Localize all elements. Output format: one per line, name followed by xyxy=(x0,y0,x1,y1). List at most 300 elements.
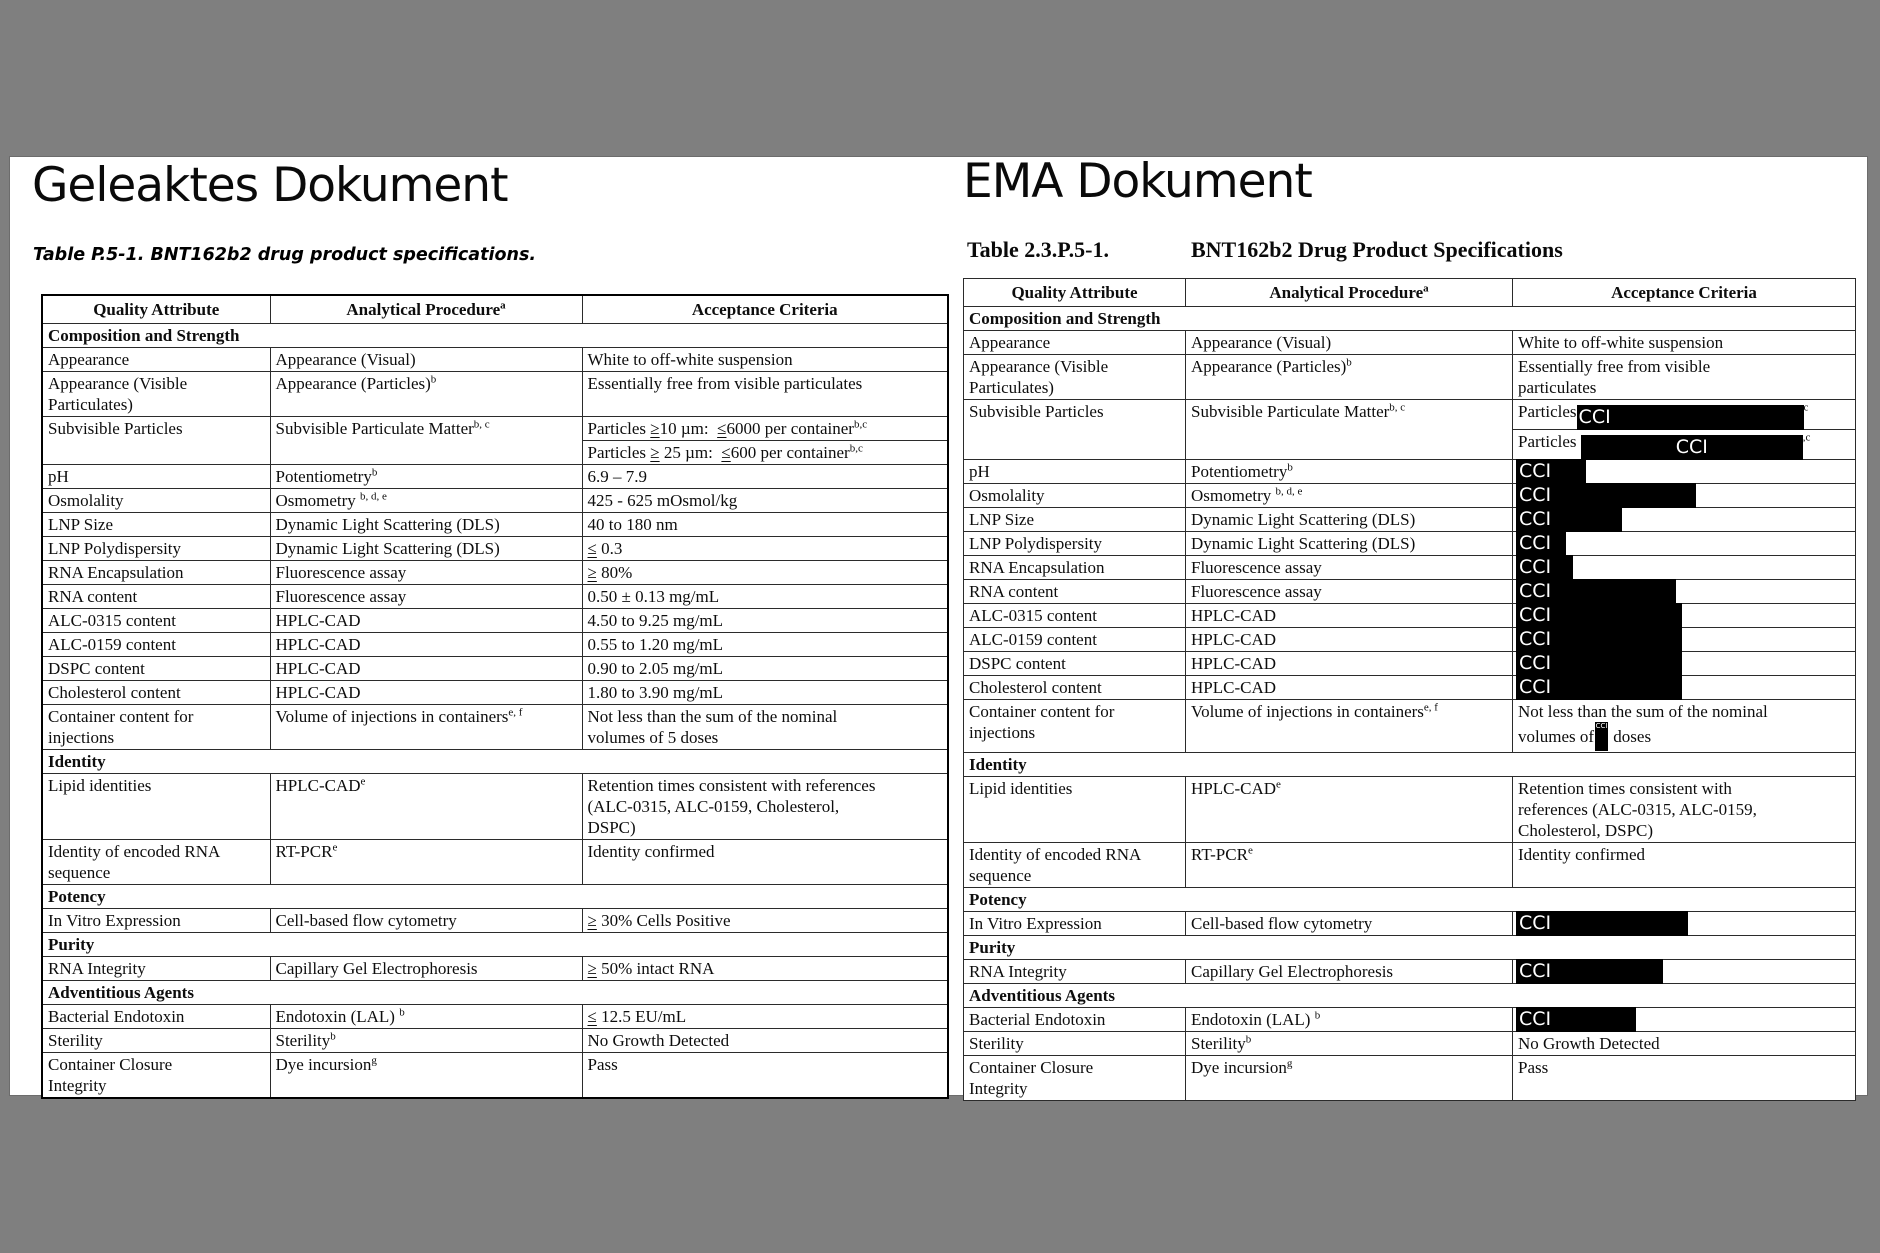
text-run: 4.50 to 9.25 mg/mL xyxy=(587,611,724,630)
table-row xyxy=(964,508,1856,532)
leaked-spec-table xyxy=(41,294,949,1099)
table-row xyxy=(42,633,948,657)
analytical-procedure-cell xyxy=(1186,400,1513,460)
text-run: Container Closure xyxy=(969,1058,1094,1077)
text-run: Particulates) xyxy=(969,378,1054,397)
superscript: e, f xyxy=(1423,701,1438,714)
ema-table-caption xyxy=(967,237,1563,263)
quality-attribute-cell xyxy=(964,1056,1186,1101)
section-label: Potency xyxy=(42,885,948,909)
analytical-procedure-cell xyxy=(270,489,582,513)
text-run: Container content for xyxy=(969,702,1115,721)
superscript: b, c xyxy=(1389,401,1406,414)
acceptance-criteria-cell xyxy=(582,417,948,465)
text-run: HPLC-CAD xyxy=(1191,678,1277,697)
text-run: particulates xyxy=(1518,378,1597,397)
text-run: White to off-white suspension xyxy=(1518,333,1724,352)
quality-attribute-cell xyxy=(42,585,270,609)
superscript: e xyxy=(1247,844,1253,857)
text-run: ALC-0159 content xyxy=(48,635,176,654)
text-run: Endotoxin (LAL) xyxy=(275,1007,400,1026)
table-row xyxy=(964,556,1856,580)
section-label: Potency xyxy=(964,888,1856,912)
acceptance-criteria-cell xyxy=(582,657,948,681)
acceptance-criteria-cell xyxy=(582,489,948,513)
quality-attribute-cell xyxy=(964,676,1186,700)
text-run: Identity confirmed xyxy=(1518,845,1645,864)
acceptance-criteria-cell xyxy=(1513,484,1856,508)
table-row xyxy=(964,355,1856,400)
text-run: Appearance (Visual) xyxy=(1191,333,1332,352)
text-run: Container Closure xyxy=(48,1055,173,1074)
text-run: Subvisible Particles xyxy=(48,419,183,438)
quality-attribute-cell xyxy=(42,657,270,681)
text-run: No Growth Detected xyxy=(587,1031,730,1050)
table-row xyxy=(964,960,1856,984)
criteria-sub-row xyxy=(1513,400,1855,429)
text-run: Appearance (Particles) xyxy=(1191,357,1347,376)
superscript: b, d, e xyxy=(1275,485,1303,498)
text-run: volumes of 5 doses xyxy=(587,728,719,747)
analytical-procedure-cell xyxy=(270,513,582,537)
table-row xyxy=(964,580,1856,604)
analytical-procedure-cell xyxy=(1186,1056,1513,1101)
table-row xyxy=(42,561,948,585)
text-run: Osmolality xyxy=(969,486,1045,505)
text-run: HPLC-CAD xyxy=(1191,654,1277,673)
redaction-box: CCI xyxy=(1516,531,1566,556)
superscript: b xyxy=(1287,461,1293,474)
text-run: In Vitro Expression xyxy=(48,911,181,930)
acceptance-criteria-cell xyxy=(1513,1032,1856,1056)
text-run: Identity of encoded RNA xyxy=(969,845,1142,864)
analytical-procedure-cell xyxy=(1186,580,1513,604)
text-run: Retention times consistent with xyxy=(1518,779,1732,798)
redaction-box: CCI xyxy=(1516,555,1573,580)
superscript: b xyxy=(1346,356,1352,369)
text-run: Particles xyxy=(587,419,651,438)
text-run: Essentially free from visible particulates xyxy=(587,374,863,393)
table-row xyxy=(964,604,1856,628)
acceptance-criteria-cell xyxy=(582,585,948,609)
acceptance-criteria-cell xyxy=(1513,777,1856,843)
text-run: ≤ xyxy=(587,1007,597,1026)
superscript: a xyxy=(1423,282,1429,295)
quality-attribute-cell xyxy=(964,580,1186,604)
text-run: Retention times consistent with references xyxy=(587,776,876,795)
criteria-sub-row xyxy=(583,440,948,464)
table-row xyxy=(42,372,948,417)
text-run: HPLC-CAD xyxy=(275,611,361,630)
text-run: HPLC-CAD xyxy=(275,635,361,654)
redaction-box: CCI xyxy=(1516,675,1682,700)
criteria-sub-row xyxy=(1513,429,1855,459)
text-run: ≥ xyxy=(650,419,660,438)
text-run: 80% xyxy=(596,563,633,582)
text-run: HPLC-CAD xyxy=(1191,630,1277,649)
leaked-document-title: Geleaktes Dokument xyxy=(32,158,508,213)
analytical-procedure-cell xyxy=(270,1029,582,1053)
acceptance-criteria-cell xyxy=(582,513,948,537)
text-run: DSPC content xyxy=(48,659,145,678)
column-header xyxy=(1513,279,1856,307)
text-run: Analytical Procedure xyxy=(1269,283,1424,302)
text-run: Osmometry xyxy=(275,491,361,510)
text-run: Dye incursion xyxy=(1191,1058,1287,1077)
acceptance-criteria-cell xyxy=(582,957,948,981)
text-run: Container content for xyxy=(48,707,194,726)
analytical-procedure-cell xyxy=(1186,676,1513,700)
quality-attribute-cell xyxy=(964,484,1186,508)
text-run: LNP Polydispersity xyxy=(48,539,182,558)
text-run: doses xyxy=(1609,727,1652,746)
text-run: Quality Attribute xyxy=(1011,283,1138,302)
superscript: e xyxy=(1276,778,1281,791)
section-row xyxy=(964,888,1856,912)
section-row xyxy=(42,324,948,348)
analytical-procedure-cell xyxy=(270,1053,582,1099)
text-run: Acceptance Criteria xyxy=(691,300,838,319)
acceptance-criteria-cell xyxy=(582,681,948,705)
text-run: LNP Polydispersity xyxy=(969,534,1103,553)
superscript: g xyxy=(1286,1057,1293,1070)
section-label: Composition and Strength xyxy=(42,324,948,348)
text-run: No Growth Detected xyxy=(1518,1034,1660,1053)
section-label: Identity xyxy=(42,750,948,774)
analytical-procedure-cell xyxy=(270,705,582,750)
text-run: Fluorescence assay xyxy=(1191,582,1322,601)
acceptance-criteria-cell xyxy=(582,372,948,417)
redaction-box: CCI xyxy=(1516,1007,1636,1032)
criteria-sub-row xyxy=(583,417,948,440)
acceptance-criteria-cell xyxy=(582,348,948,372)
analytical-procedure-cell xyxy=(270,585,582,609)
quality-attribute-cell xyxy=(42,1029,270,1053)
table-row xyxy=(964,628,1856,652)
text-run: 1.80 to 3.90 mg/mL xyxy=(587,683,724,702)
text-run: Appearance (Visible xyxy=(48,374,188,393)
text-run: DSPC content xyxy=(969,654,1066,673)
text-run: Not less than the sum of the nominal xyxy=(1518,702,1768,721)
analytical-procedure-cell xyxy=(1186,556,1513,580)
table-row xyxy=(42,1029,948,1053)
text-run: ALC-0315 content xyxy=(969,606,1097,625)
acceptance-criteria-cell xyxy=(582,561,948,585)
quality-attribute-cell xyxy=(964,400,1186,460)
section-label: Composition and Strength xyxy=(964,307,1856,331)
quality-attribute-cell xyxy=(42,1005,270,1029)
text-run: Subvisible Particles xyxy=(969,402,1104,421)
text-run: 0.3 xyxy=(596,539,623,558)
text-run: 6000 per container xyxy=(726,419,854,438)
text-run: Endotoxin (LAL) xyxy=(1191,1010,1315,1029)
acceptance-criteria-cell xyxy=(582,840,948,885)
text-run: Particles xyxy=(1518,432,1581,451)
superscript: a xyxy=(500,299,506,312)
column-header xyxy=(270,295,582,324)
acceptance-criteria-cell xyxy=(582,537,948,561)
analytical-procedure-cell xyxy=(1186,508,1513,532)
text-run: Potentiometry xyxy=(275,467,372,486)
analytical-procedure-cell xyxy=(1186,484,1513,508)
acceptance-criteria-cell xyxy=(1513,628,1856,652)
text-run: Pass xyxy=(587,1055,618,1074)
superscript: b, c xyxy=(473,418,490,431)
acceptance-criteria-cell xyxy=(582,705,948,750)
table-row xyxy=(964,843,1856,888)
analytical-procedure-cell xyxy=(1186,460,1513,484)
acceptance-criteria-cell xyxy=(1513,1056,1856,1101)
ema-spec-table xyxy=(963,278,1856,1101)
text-run: ALC-0315 content xyxy=(48,611,176,630)
text-run: HPLC-CAD xyxy=(275,776,361,795)
quality-attribute-cell xyxy=(42,705,270,750)
text-run: Subvisible Particulate Matter xyxy=(1191,402,1390,421)
section-row xyxy=(42,750,948,774)
text-run: sequence xyxy=(48,863,111,882)
text-run: Cholesterol, DSPC) xyxy=(1518,821,1654,840)
section-label: Purity xyxy=(42,933,948,957)
acceptance-criteria-cell xyxy=(582,1029,948,1053)
superscript: e xyxy=(332,841,338,854)
analytical-procedure-cell xyxy=(1186,331,1513,355)
acceptance-criteria-cell xyxy=(1513,960,1856,984)
superscript: ,c xyxy=(1802,431,1811,444)
text-run: RT-PCR xyxy=(1191,845,1248,864)
quality-attribute-cell xyxy=(42,513,270,537)
acceptance-criteria-cell xyxy=(1513,604,1856,628)
text-run: Sterility xyxy=(48,1031,103,1050)
text-run: Appearance (Visual) xyxy=(275,350,416,369)
text-run: Particles xyxy=(1518,402,1577,421)
text-run: Appearance xyxy=(969,333,1051,352)
redaction-box: CCI xyxy=(1581,435,1803,460)
acceptance-criteria-cell xyxy=(582,909,948,933)
text-run: Bacterial Endotoxin xyxy=(48,1007,185,1026)
table-row xyxy=(964,700,1856,753)
redaction-box: CCI xyxy=(1516,959,1663,984)
text-run: RNA Integrity xyxy=(48,959,146,978)
header-row xyxy=(964,279,1856,307)
text-run: In Vitro Expression xyxy=(969,914,1102,933)
quality-attribute-cell xyxy=(964,652,1186,676)
text-run: Appearance (Visible xyxy=(969,357,1109,376)
quality-attribute-cell xyxy=(42,1053,270,1099)
text-run: injections xyxy=(48,728,115,747)
acceptance-criteria-cell xyxy=(582,774,948,840)
table-row xyxy=(42,681,948,705)
text-run: HPLC-CAD xyxy=(275,659,361,678)
table-row xyxy=(964,1008,1856,1032)
acceptance-criteria-cell xyxy=(582,465,948,489)
analytical-procedure-cell xyxy=(270,348,582,372)
section-row xyxy=(964,753,1856,777)
text-run: Appearance (Particles) xyxy=(275,374,431,393)
analytical-procedure-cell xyxy=(1186,843,1513,888)
table-row xyxy=(42,957,948,981)
superscript: b xyxy=(1245,1033,1252,1046)
analytical-procedure-cell xyxy=(270,561,582,585)
section-row xyxy=(42,981,948,1005)
text-run: Cell-based flow cytometry xyxy=(1191,914,1373,933)
text-run: pH xyxy=(969,462,990,481)
quality-attribute-cell xyxy=(42,372,270,417)
quality-attribute-cell xyxy=(42,840,270,885)
text-run: RT-PCR xyxy=(275,842,333,861)
text-run: 50% intact RNA xyxy=(596,959,715,978)
table-row xyxy=(964,777,1856,843)
table-row xyxy=(42,417,948,465)
table-row xyxy=(964,652,1856,676)
redaction-box: CCI xyxy=(1516,483,1696,508)
quality-attribute-cell xyxy=(964,460,1186,484)
acceptance-criteria-cell xyxy=(1513,676,1856,700)
acceptance-criteria-cell xyxy=(1513,355,1856,400)
acceptance-criteria-cell xyxy=(582,1005,948,1029)
redaction-box: CCI xyxy=(1516,627,1682,652)
text-run: Particles xyxy=(587,443,651,462)
analytical-procedure-cell xyxy=(1186,355,1513,400)
text-run: Identity confirmed xyxy=(587,842,715,861)
leaked-table-caption: Table P.5-1. BNT162b2 drug product specifications. xyxy=(33,245,537,265)
text-run: (ALC-0315, ALC-0159, Cholesterol, xyxy=(587,797,840,816)
text-run: pH xyxy=(48,467,69,486)
text-run: Dynamic Light Scattering (DLS) xyxy=(1191,534,1416,553)
column-header xyxy=(582,295,948,324)
quality-attribute-cell xyxy=(964,912,1186,936)
analytical-procedure-cell xyxy=(270,372,582,417)
acceptance-criteria-cell xyxy=(1513,700,1856,753)
text-run: Acceptance Criteria xyxy=(1611,283,1757,302)
analytical-procedure-cell xyxy=(270,1005,582,1029)
section-row xyxy=(964,984,1856,1008)
ema-document-title: EMA Dokument xyxy=(963,154,1312,209)
superscript: b, d, e xyxy=(360,490,387,503)
text-run: RNA Encapsulation xyxy=(969,558,1105,577)
text-run: Cholesterol content xyxy=(48,683,181,702)
text-run: 10 µm: xyxy=(659,419,718,438)
text-run: Fluorescence assay xyxy=(275,587,407,606)
text-run: Dynamic Light Scattering (DLS) xyxy=(275,515,500,534)
text-run: Cholesterol content xyxy=(969,678,1102,697)
acceptance-criteria-cell xyxy=(1513,580,1856,604)
superscript: b xyxy=(330,1030,336,1043)
text-run: Integrity xyxy=(48,1076,107,1095)
table-row xyxy=(42,513,948,537)
text-run: Identity of encoded RNA xyxy=(48,842,221,861)
table-row xyxy=(964,676,1856,700)
text-run: Capillary Gel Electrophoresis xyxy=(1191,962,1394,981)
superscript: b,c xyxy=(849,442,863,455)
text-run: Dynamic Light Scattering (DLS) xyxy=(1191,510,1416,529)
text-run: Essentially free from visible xyxy=(1518,357,1711,376)
analytical-procedure-cell xyxy=(1186,532,1513,556)
text-run: Appearance xyxy=(48,350,130,369)
text-run: Integrity xyxy=(969,1079,1028,1098)
text-run: Bacterial Endotoxin xyxy=(969,1010,1106,1029)
analytical-procedure-cell xyxy=(1186,777,1513,843)
text-run: HPLC-CAD xyxy=(1191,779,1277,798)
text-run: LNP Size xyxy=(48,515,114,534)
redaction-box: CCI xyxy=(1516,579,1676,604)
quality-attribute-cell xyxy=(964,355,1186,400)
column-header xyxy=(1186,279,1513,307)
redaction-box-small: CCI xyxy=(1595,722,1608,751)
section-label: Adventitious Agents xyxy=(42,981,948,1005)
text-run: 425 - 625 mOsmol/kg xyxy=(587,491,738,510)
superscript: e xyxy=(360,775,366,788)
acceptance-criteria-cell xyxy=(1513,556,1856,580)
quality-attribute-cell xyxy=(964,777,1186,843)
table-row xyxy=(964,460,1856,484)
quality-attribute-cell xyxy=(42,633,270,657)
table-row xyxy=(964,484,1856,508)
quality-attribute-cell xyxy=(42,537,270,561)
analytical-procedure-cell xyxy=(1186,1008,1513,1032)
table-row xyxy=(42,1053,948,1099)
superscript: g xyxy=(371,1054,377,1067)
table-row xyxy=(964,331,1856,355)
acceptance-criteria-cell xyxy=(1513,532,1856,556)
table-row xyxy=(964,400,1856,460)
quality-attribute-cell xyxy=(42,417,270,465)
quality-attribute-cell xyxy=(964,960,1186,984)
analytical-procedure-cell xyxy=(270,840,582,885)
quality-attribute-cell xyxy=(964,331,1186,355)
text-run: Subvisible Particulate Matter xyxy=(275,419,474,438)
redaction-box: CCI xyxy=(1516,459,1586,484)
acceptance-criteria-cell xyxy=(1513,508,1856,532)
analytical-procedure-cell xyxy=(270,417,582,465)
analytical-procedure-cell xyxy=(270,774,582,840)
acceptance-criteria-cell xyxy=(1513,460,1856,484)
text-run: RNA content xyxy=(969,582,1059,601)
text-run: Volume of injections in containers xyxy=(275,707,509,726)
redaction-box: CCI xyxy=(1577,405,1804,430)
quality-attribute-cell xyxy=(42,489,270,513)
acceptance-criteria-cell xyxy=(1513,912,1856,936)
section-label: Identity xyxy=(964,753,1856,777)
quality-attribute-cell xyxy=(964,604,1186,628)
text-run: 25 µm: xyxy=(659,443,722,462)
text-run: Analytical Procedure xyxy=(346,300,501,319)
text-run: LNP Size xyxy=(969,510,1035,529)
acceptance-criteria-cell xyxy=(1513,1008,1856,1032)
quality-attribute-cell xyxy=(42,957,270,981)
text-run: volumes of xyxy=(1518,727,1595,746)
column-header xyxy=(964,279,1186,307)
text-run: HPLC-CAD xyxy=(275,683,361,702)
analytical-procedure-cell xyxy=(270,633,582,657)
section-row xyxy=(42,933,948,957)
analytical-procedure-cell xyxy=(1186,604,1513,628)
text-run: ALC-0159 content xyxy=(969,630,1097,649)
analytical-procedure-cell xyxy=(270,657,582,681)
text-run: RNA Integrity xyxy=(969,962,1067,981)
ema-caption-title: BNT162b2 Drug Product Specifications xyxy=(1191,237,1563,262)
text-run: ≥ xyxy=(587,911,597,930)
text-run: Osmolality xyxy=(48,491,124,510)
text-run: ≤ xyxy=(587,539,597,558)
analytical-procedure-cell xyxy=(1186,960,1513,984)
text-run: Fluorescence assay xyxy=(1191,558,1322,577)
text-run: references (ALC-0315, ALC-0159, xyxy=(1518,800,1757,819)
quality-attribute-cell xyxy=(964,1032,1186,1056)
acceptance-criteria-cell xyxy=(1513,331,1856,355)
text-run: DSPC) xyxy=(587,818,636,837)
text-run: Sterility xyxy=(1191,1034,1246,1053)
acceptance-criteria-cell xyxy=(582,633,948,657)
